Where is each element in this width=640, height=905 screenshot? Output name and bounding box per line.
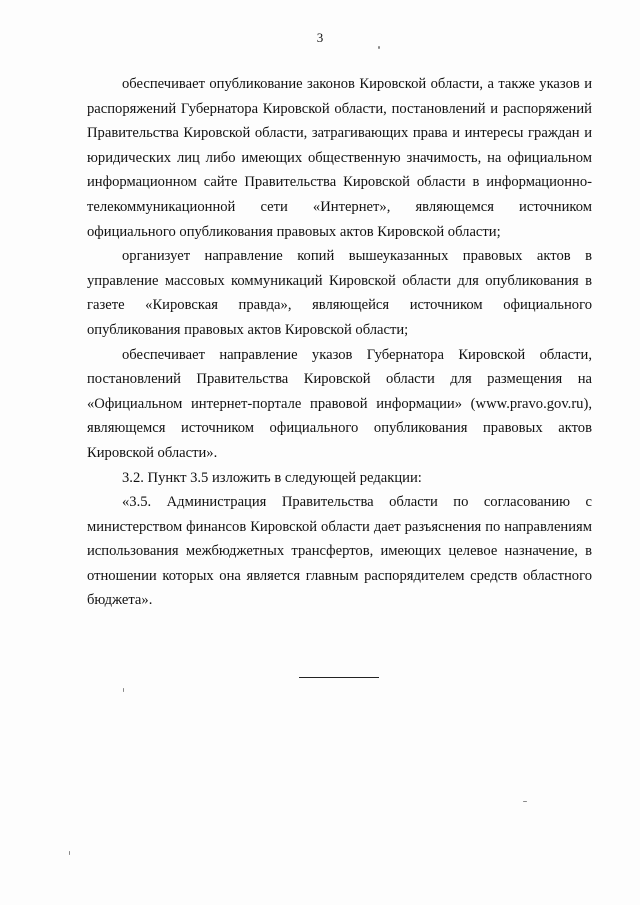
scan-speck xyxy=(378,46,380,49)
scan-speck xyxy=(123,688,124,692)
document-body xyxy=(87,72,592,613)
scan-speck xyxy=(69,851,70,855)
scan-speck xyxy=(523,801,527,802)
paragraph-newspaper-copies: организует направление копий вышеуказанных правовых актов в управление массовых коммуникаций Кировской области для опубликования в газете «Кировская правда», являющейся источником официального опубликования правовых актов Кировской области; xyxy=(87,248,592,338)
paragraph-item-3-5: «3.5. Администрация Правительства области по согласованию с министерством финансов Кировской области дает разъяснения по направлениям использования межбюджетных трансфертов, имеющих целевое назначение, в отношении которых она является главным распорядителем средств областного бюджета». xyxy=(87,494,592,609)
paragraph-publication-website: обеспечивает опубликование законов Кировской области, а также указов и распоряжений Губернатора Кировской области, постановлений и распоряжений Правительства Кировской области, затрагивающих права и интересы граждан и юридических лиц либо имеющих общественную значимость, на официальном информационном сайте Правительства Кировской области в информационно-телекоммуникационной сети «Интернет», являющемся источником официального опубликования правовых актов Кировской области; xyxy=(87,76,592,240)
paragraph-item-3-2: 3.2. Пункт 3.5 изложить в следующей редакции: xyxy=(122,469,422,486)
paragraph-legal-portal: обеспечивает направление указов Губернатора Кировской области, постановлений Правительства Кировской области для размещения на «Официальном интернет-портале правовой информации» (www.pravo.gov.ru), являющемся источником официального опубликования правовых актов Кировской области». xyxy=(87,346,592,461)
page-number: 3 xyxy=(316,30,324,45)
end-of-text-separator xyxy=(299,677,379,678)
